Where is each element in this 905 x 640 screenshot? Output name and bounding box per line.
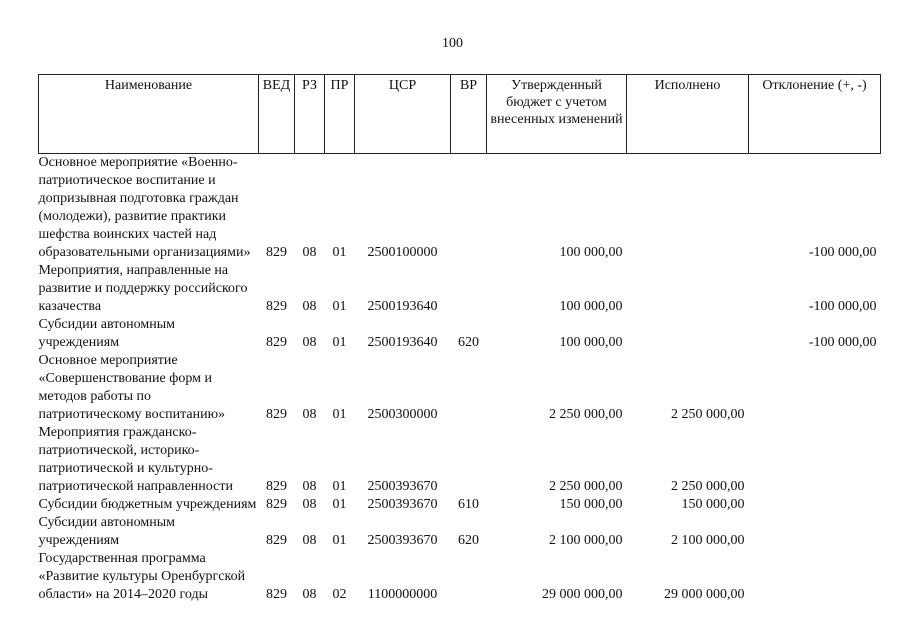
row-executed: 150 000,00 [681, 497, 745, 512]
row-name: Субсидии автономным учреждениям [38, 317, 175, 350]
row-ved: 829 [266, 245, 287, 260]
row-approved: 100 000,00 [559, 245, 623, 260]
row-rz: 08 [302, 245, 317, 260]
row-approved: 2 250 000,00 [549, 407, 623, 422]
row-vr: 620 [458, 335, 479, 350]
row-vr [451, 262, 487, 316]
row-ved: 829 [266, 299, 287, 314]
row-name: Мероприятия гражданско-патриотической, историко-патриотической и культурно-патриотической направленности [38, 425, 233, 494]
row-deviation [749, 496, 881, 514]
header-pr: ПР [325, 75, 355, 154]
row-approved: 100 000,00 [559, 335, 623, 350]
row-approved: 2 100 000,00 [549, 533, 623, 548]
row-csr: 1100000000 [367, 587, 438, 602]
row-approved: 150 000,00 [559, 497, 623, 512]
row-name: Субсидии бюджетным учреждениям [38, 497, 257, 512]
row-pr: 01 [332, 497, 347, 512]
row-csr: 2500100000 [367, 245, 438, 260]
row-vr [451, 154, 487, 263]
row-ved: 829 [266, 497, 287, 512]
row-rz: 08 [302, 335, 317, 350]
row-ved: 829 [266, 587, 287, 602]
row-name: Субсидии автономным учреждениям [38, 515, 175, 548]
row-rz: 08 [302, 497, 317, 512]
row-rz: 08 [302, 587, 317, 602]
row-ved: 829 [266, 479, 287, 494]
row-deviation [749, 514, 881, 550]
header-approved: Утвержденный бюджет с учетом внесенных изменений [487, 75, 627, 154]
row-ved: 829 [266, 407, 287, 422]
header-ved: ВЕД [259, 75, 295, 154]
header-executed: Исполнено [627, 75, 749, 154]
table-row [39, 496, 881, 514]
header-rz: РЗ [295, 75, 325, 154]
header-deviation: Отклонение (+, -) [749, 75, 881, 154]
row-rz: 08 [302, 533, 317, 548]
table-row [39, 352, 881, 424]
table-row [39, 424, 881, 496]
row-csr: 2500193640 [367, 299, 438, 314]
row-executed [627, 316, 749, 352]
row-ved: 829 [266, 533, 287, 548]
row-csr: 2500393670 [367, 533, 438, 548]
row-vr [451, 352, 487, 424]
row-vr [451, 550, 487, 604]
row-csr: 2500193640 [367, 335, 438, 350]
table-row [39, 154, 881, 263]
row-vr: 620 [458, 533, 479, 548]
row-name: Основное мероприятие «Совершенствование форм и методов работы по патриотическому воспитанию» [38, 353, 226, 422]
row-pr: 01 [332, 245, 347, 260]
row-rz: 08 [302, 407, 317, 422]
row-pr: 01 [332, 533, 347, 548]
row-pr: 01 [332, 479, 347, 494]
row-approved: 2 250 000,00 [549, 479, 623, 494]
budget-table [38, 74, 881, 604]
row-executed [627, 262, 749, 316]
row-executed: 2 250 000,00 [671, 407, 745, 422]
row-pr: 01 [332, 299, 347, 314]
row-executed: 29 000 000,00 [664, 587, 745, 602]
row-csr: 2500393670 [367, 497, 438, 512]
row-deviation [749, 352, 881, 424]
header-csr: ЦСР [355, 75, 451, 154]
row-vr [451, 424, 487, 496]
table-row [39, 514, 881, 550]
row-deviation: -100 000,00 [808, 245, 877, 260]
row-deviation: -100 000,00 [808, 335, 877, 350]
row-rz: 08 [302, 479, 317, 494]
row-csr: 2500393670 [367, 479, 438, 494]
row-pr: 01 [332, 335, 347, 350]
page-number: 100 [442, 36, 463, 51]
row-executed: 2 250 000,00 [671, 479, 745, 494]
row-name: Основное мероприятие «Военно-патриотическое воспитание и допризывная подготовка граждан (молодежи), развитие практики шефства воинских частей над образовательными организациями» [38, 155, 251, 260]
row-csr: 2500300000 [367, 407, 438, 422]
header-vr: ВР [451, 75, 487, 154]
row-name: Мероприятия, направленные на развитие и поддержку российского казачества [38, 263, 248, 314]
row-pr: 02 [332, 587, 347, 602]
row-ved: 829 [266, 335, 287, 350]
table-header-row [39, 75, 881, 154]
table-row [39, 550, 881, 604]
row-deviation: -100 000,00 [808, 299, 877, 314]
row-pr: 01 [332, 407, 347, 422]
row-approved: 29 000 000,00 [542, 587, 623, 602]
row-approved: 100 000,00 [559, 299, 623, 314]
row-deviation [749, 550, 881, 604]
row-deviation [749, 424, 881, 496]
table-row [39, 316, 881, 352]
table-row [39, 262, 881, 316]
row-name: Государственная программа «Развитие культуры Оренбургской области» на 2014–2020 годы [38, 551, 246, 602]
row-vr: 610 [458, 497, 479, 512]
header-name: Наименование [39, 75, 259, 154]
row-executed [627, 154, 749, 263]
row-rz: 08 [302, 299, 317, 314]
row-executed: 2 100 000,00 [671, 533, 745, 548]
